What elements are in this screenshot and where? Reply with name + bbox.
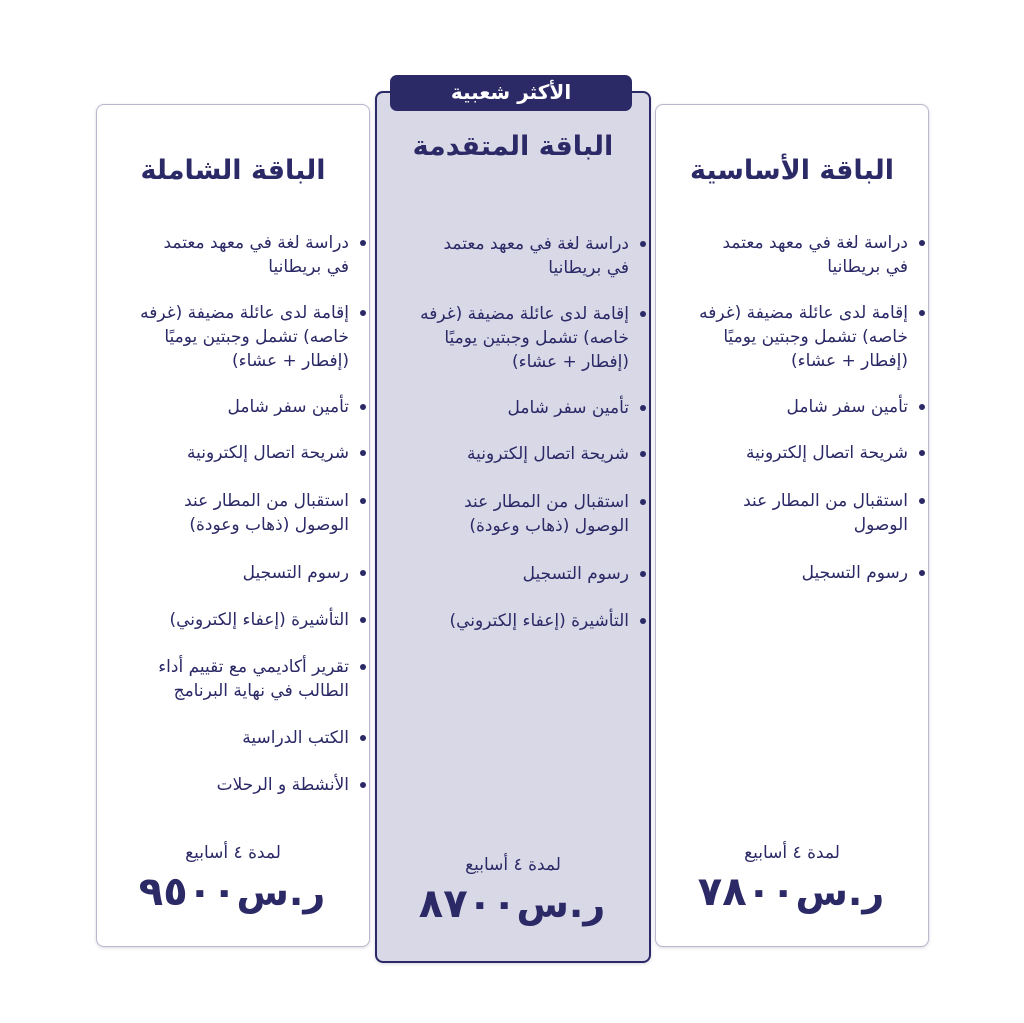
bullet-icon <box>360 735 366 741</box>
feature-item <box>97 441 369 465</box>
feature-item <box>656 301 928 373</box>
most-popular-badge: الأكثر شعبية <box>390 75 632 111</box>
feature-line: خاصه) تشمل وجبتين يوميًا <box>164 327 349 347</box>
feature-line: دراسة لغة في معهد معتمد <box>722 233 908 253</box>
bullet-icon <box>919 570 925 576</box>
bullet-icon <box>360 498 366 504</box>
feature-line: في بريطانيا <box>548 258 629 278</box>
feature-line: (إفطار + عشاء) <box>512 352 629 372</box>
plan-title: الباقة المتقدمة <box>412 131 614 162</box>
feature-item <box>97 773 369 797</box>
bullet-icon <box>919 310 925 316</box>
feature-line: (إفطار + عشاء) <box>232 351 349 371</box>
plan-price <box>377 881 649 927</box>
feature-line: تقرير أكاديمي مع تقييم أداء <box>158 657 349 677</box>
plan-title: الباقة الأساسية <box>689 155 894 186</box>
feature-line: الكتب الدراسية <box>242 728 349 748</box>
bullet-icon <box>640 311 646 317</box>
feature-item <box>377 302 649 374</box>
plan-card-basic <box>655 104 929 947</box>
feature-item <box>656 231 928 279</box>
bullet-icon <box>360 450 366 456</box>
feature-item <box>377 232 649 280</box>
feature-item <box>97 561 369 585</box>
feature-line: تأمين سفر شامل <box>507 398 629 418</box>
feature-line: الطالب في نهاية البرنامج <box>173 681 349 701</box>
price-value: ٩٥٠٠ <box>138 869 237 915</box>
riyal-currency-icon: ر.س <box>236 870 326 914</box>
bullet-icon <box>360 782 366 788</box>
bullet-icon <box>919 450 925 456</box>
feature-line: في بريطانيا <box>827 257 908 277</box>
bullet-icon <box>919 498 925 504</box>
feature-line: دراسة لغة في معهد معتمد <box>443 234 629 254</box>
bullet-icon <box>919 404 925 410</box>
feature-item <box>97 395 369 419</box>
feature-line: (إفطار + عشاء) <box>791 351 908 371</box>
feature-item <box>377 442 649 466</box>
bullet-icon <box>919 240 925 246</box>
bullet-icon <box>360 617 366 623</box>
feature-line: إقامة لدى عائلة مضيفة (غرفه <box>420 304 629 324</box>
feature-item <box>377 609 649 633</box>
feature-line: تأمين سفر شامل <box>227 397 349 417</box>
feature-line: التأشيرة (إعفاء إلكتروني) <box>449 611 629 631</box>
feature-line: في بريطانيا <box>268 257 349 277</box>
feature-item <box>97 489 369 537</box>
feature-line: الوصول (ذهاب وعودة) <box>189 515 349 535</box>
feature-line: رسوم التسجيل <box>242 563 349 583</box>
feature-item <box>97 231 369 279</box>
feature-line: التأشيرة (إعفاء إلكتروني) <box>169 610 349 630</box>
feature-item <box>97 655 369 703</box>
price-value: ٨٧٠٠ <box>418 881 517 927</box>
plan-card-advanced <box>375 91 651 963</box>
bullet-icon <box>640 618 646 624</box>
feature-line: تأمين سفر شامل <box>786 397 908 417</box>
feature-line: رسوم التسجيل <box>522 564 629 584</box>
feature-line: شريحة اتصال إلكترونية <box>746 443 908 463</box>
feature-line: استقبال من المطار عند <box>184 491 349 511</box>
plan-duration: لمدة ٤ أسابيع <box>465 855 561 875</box>
feature-item <box>97 726 369 750</box>
bullet-icon <box>640 451 646 457</box>
feature-line: الوصول (ذهاب وعودة) <box>469 516 629 536</box>
plan-price <box>656 869 928 915</box>
feature-line: رسوم التسجيل <box>801 563 908 583</box>
feature-line: الأنشطة و الرحلات <box>216 775 349 795</box>
feature-item <box>377 396 649 420</box>
feature-line: شريحة اتصال إلكترونية <box>187 443 349 463</box>
feature-item <box>377 490 649 538</box>
bullet-icon <box>360 404 366 410</box>
feature-line: استقبال من المطار عند <box>743 491 908 511</box>
riyal-currency-icon: ر.س <box>795 870 885 914</box>
feature-line: إقامة لدى عائلة مضيفة (غرفه <box>699 303 908 323</box>
feature-line: إقامة لدى عائلة مضيفة (غرفه <box>140 303 349 323</box>
riyal-currency-icon: ر.س <box>516 882 606 926</box>
feature-item <box>377 562 649 586</box>
feature-line: استقبال من المطار عند <box>464 492 629 512</box>
feature-line: دراسة لغة في معهد معتمد <box>163 233 349 253</box>
bullet-icon <box>360 310 366 316</box>
price-value: ٧٨٠٠ <box>697 869 796 915</box>
bullet-icon <box>360 570 366 576</box>
bullet-icon <box>640 499 646 505</box>
bullet-icon <box>360 664 366 670</box>
bullet-icon <box>640 571 646 577</box>
feature-item <box>656 489 928 537</box>
plan-card-comprehensive <box>96 104 370 947</box>
feature-line: خاصه) تشمل وجبتين يوميًا <box>444 328 629 348</box>
plan-title: الباقة الشاملة <box>140 155 326 186</box>
feature-line: خاصه) تشمل وجبتين يوميًا <box>723 327 908 347</box>
plan-duration: لمدة ٤ أسابيع <box>744 843 840 863</box>
plan-price <box>97 869 369 915</box>
feature-item <box>656 395 928 419</box>
feature-line: الوصول <box>853 515 908 535</box>
bullet-icon <box>640 241 646 247</box>
feature-item <box>97 608 369 632</box>
feature-item <box>656 561 928 585</box>
bullet-icon <box>640 405 646 411</box>
bullet-icon <box>360 240 366 246</box>
feature-item <box>97 301 369 373</box>
plan-duration: لمدة ٤ أسابيع <box>185 843 281 863</box>
feature-line: شريحة اتصال إلكترونية <box>467 444 629 464</box>
feature-item <box>656 441 928 465</box>
